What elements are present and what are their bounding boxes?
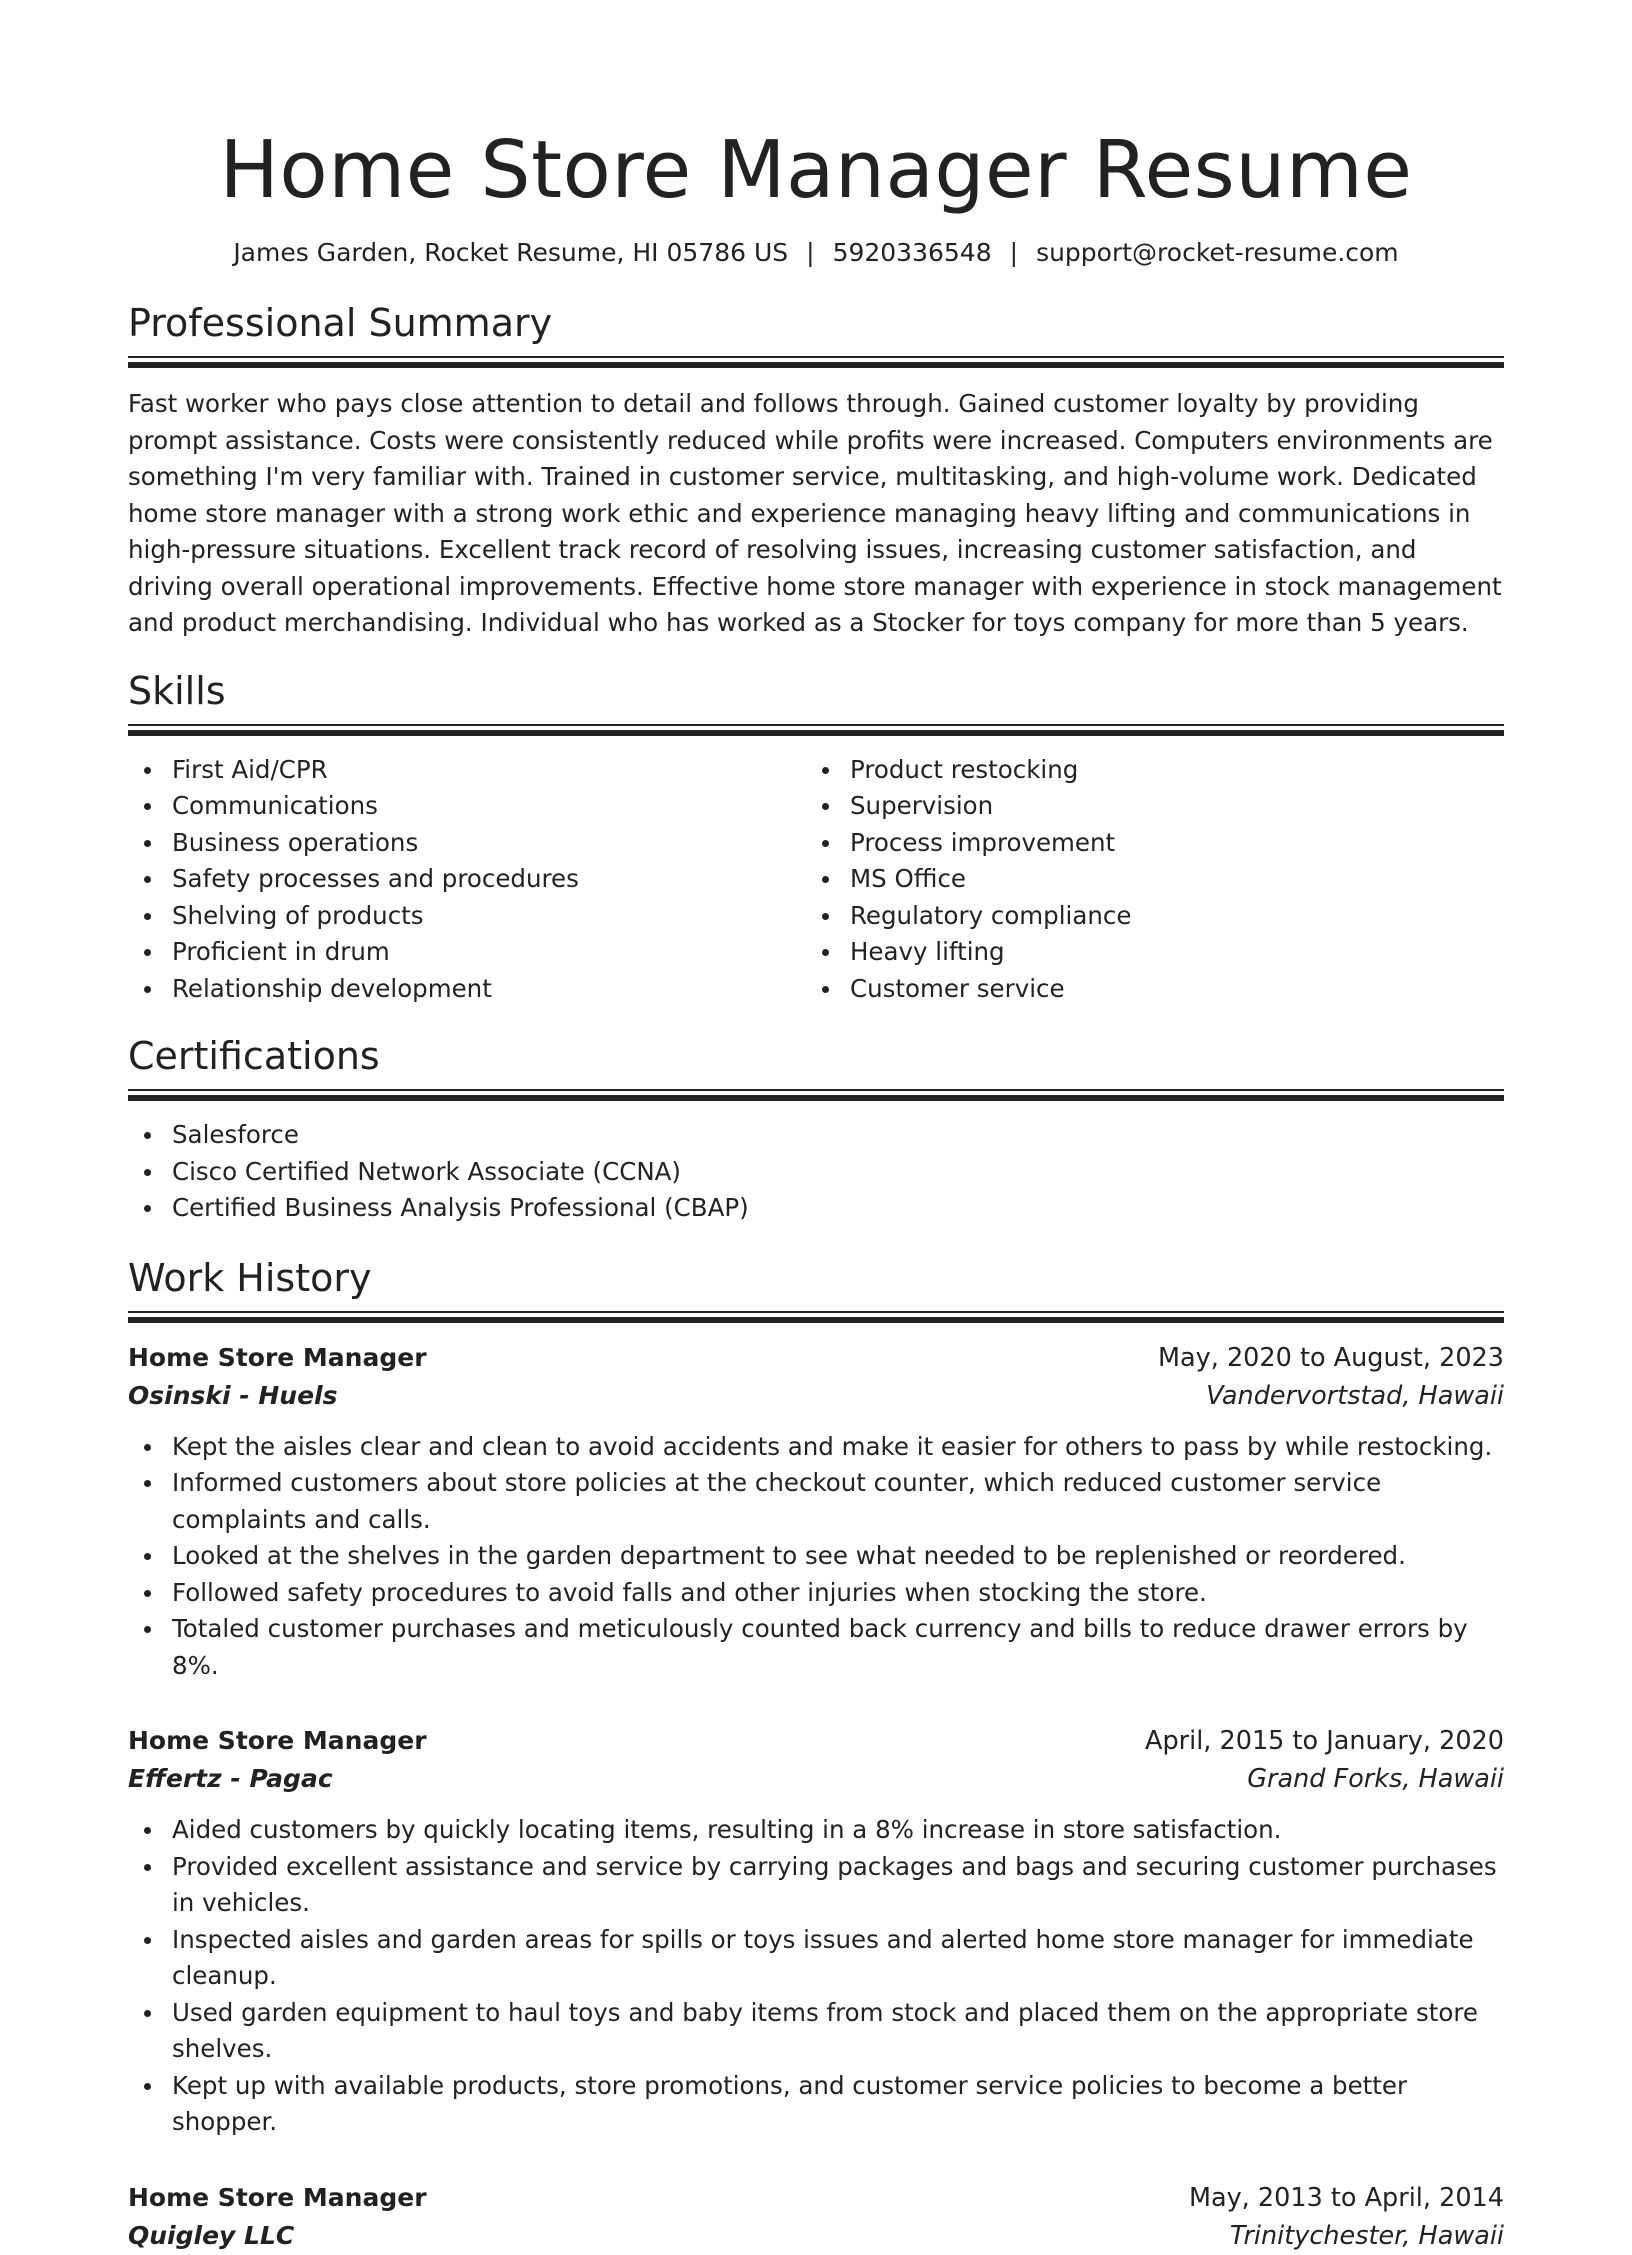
skill-item: Product restocking [806, 752, 1484, 789]
certifications-list [128, 1117, 1504, 1227]
skill-item: Proficient in drum [128, 934, 806, 971]
certifications-section [128, 1033, 1504, 1227]
job-header-row [128, 1722, 1504, 1760]
job-header-row [128, 2179, 1504, 2217]
contact-separator: | [1009, 238, 1019, 267]
job-company: Osinski - Huels [128, 1380, 338, 1410]
job-bullet: Totaled customer purchases and meticulously counted back currency and bills to reduce drawer errors by 8%. [128, 1611, 1504, 1684]
contact-address: James Garden, Rocket Resume, HI 05786 US [233, 238, 789, 267]
skill-item: Supervision [806, 788, 1484, 825]
skills-section [128, 668, 1504, 1008]
job-dates: May, 2013 to April, 2014 [1188, 2182, 1504, 2213]
job-bullet: Looked at the shelves in the garden department to see what needed to be replenished or reordered. [128, 1538, 1504, 1575]
contact-line [128, 236, 1504, 270]
job-dates: April, 2015 to January, 2020 [1145, 1726, 1504, 1756]
section-heading-summary: Professional Summary [128, 301, 553, 345]
job-location: Grand Forks, Hawaii [1247, 1764, 1504, 1794]
job-bullet: Inspected aisles and garden areas for spills or toys issues and alerted home store manager for immediate cleanup. [128, 1922, 1504, 1995]
job-dates: May, 2020 to August, 2023 [1158, 1342, 1504, 1373]
jobs-list [128, 1339, 1504, 2255]
work-history-section [128, 1255, 1504, 2255]
job-company-row [128, 1760, 1504, 1798]
section-divider [128, 356, 1504, 368]
job-title: Home Store Manager [128, 1342, 427, 1372]
skill-item: Relationship development [128, 971, 806, 1008]
job-bullet: Provided excellent assistance and service by carrying packages and bags and securing customer purchases in vehicles. [128, 1849, 1504, 1922]
skill-item: Regulatory compliance [806, 898, 1484, 935]
job-bullet: Informed customers about store policies at the checkout counter, which reduced customer service complaints and calls. [128, 1465, 1504, 1538]
resume-page [128, 0, 1504, 2255]
skill-item: Process improvement [806, 825, 1484, 862]
skill-item: Customer service [806, 971, 1484, 1008]
job-bullet: Followed safety procedures to avoid falls and other injuries when stocking the store. [128, 1575, 1504, 1612]
summary-text: Fast worker who pays close attention to detail and follows through. Gained customer loyalty by providing prompt assistance. Costs were consistently reduced while profits were increased. Computers environments are something I'm very familiar with. Trained in customer service, multitasking, and high-volume work. Dedicated home store manager with a strong work ethic and experience managing heavy lifting and communications in high-pressure situations. Excellent track record of resolving issues, increasing customer satisfaction, and driving overall operational improvements. Effective home store manager with experience in stock management and product merchandising. Individual who has worked as a Stocker for toys company for more than 5 years. [128, 389, 1502, 637]
section-divider [128, 1311, 1504, 1323]
skill-item: Safety processes and procedures [128, 861, 806, 898]
skill-item: Business operations [128, 825, 806, 862]
job-bullets [128, 1812, 1504, 2141]
contact-separator: | [806, 238, 815, 267]
job-company-row [128, 1377, 1504, 1415]
resume-title: Home Store Manager Resume [219, 124, 1413, 216]
skills-column-left [128, 752, 806, 1008]
job-company: Quigley LLC [128, 2220, 295, 2250]
job-entry [128, 2179, 1504, 2255]
job-title: Home Store Manager [128, 1726, 427, 1755]
contact-email: support@rocket-resume.com [1036, 238, 1399, 267]
job-bullet: Kept the aisles clear and clean to avoid accidents and make it easier for others to pass by while restocking. [128, 1429, 1504, 1466]
skills-grid [128, 752, 1504, 1008]
certification-item: Certified Business Analysis Professional (CBAP) [128, 1190, 1504, 1227]
skill-item: First Aid/CPR [128, 752, 806, 789]
job-entry [128, 1339, 1504, 1685]
job-location: Vandervortstad, Hawaii [1206, 1380, 1504, 1411]
skill-item: MS Office [806, 861, 1484, 898]
contact-phone: 5920336548 [832, 238, 992, 267]
certification-item: Cisco Certified Network Associate (CCNA) [128, 1154, 1504, 1191]
section-heading-certifications: Certifications [128, 1034, 380, 1078]
section-heading-skills: Skills [128, 668, 226, 713]
section-divider [128, 724, 1504, 736]
job-location: Trinitychester, Hawaii [1229, 2220, 1504, 2251]
job-bullet: Used garden equipment to haul toys and baby items from stock and placed them on the appropriate store shelves. [128, 1995, 1504, 2068]
summary-section [128, 300, 1504, 642]
job-bullets [128, 1429, 1504, 1685]
job-company-row [128, 2217, 1504, 2255]
certification-item: Salesforce [128, 1117, 1504, 1154]
job-header-row [128, 1339, 1504, 1377]
skill-item: Communications [128, 788, 806, 825]
section-divider [128, 1089, 1504, 1101]
section-heading-work-history: Work History [128, 1255, 372, 1300]
skill-item: Heavy lifting [806, 934, 1484, 971]
skill-item: Shelving of products [128, 898, 806, 935]
job-title: Home Store Manager [128, 2182, 427, 2212]
job-bullet: Kept up with available products, store promotions, and customer service policies to become a better shopper. [128, 2068, 1504, 2141]
job-bullet: Aided customers by quickly locating items, resulting in a 8% increase in store satisfaction. [128, 1812, 1504, 1849]
job-entry [128, 1722, 1504, 2141]
skills-column-right [806, 752, 1484, 1008]
job-company: Effertz - Pagac [128, 1764, 333, 1793]
